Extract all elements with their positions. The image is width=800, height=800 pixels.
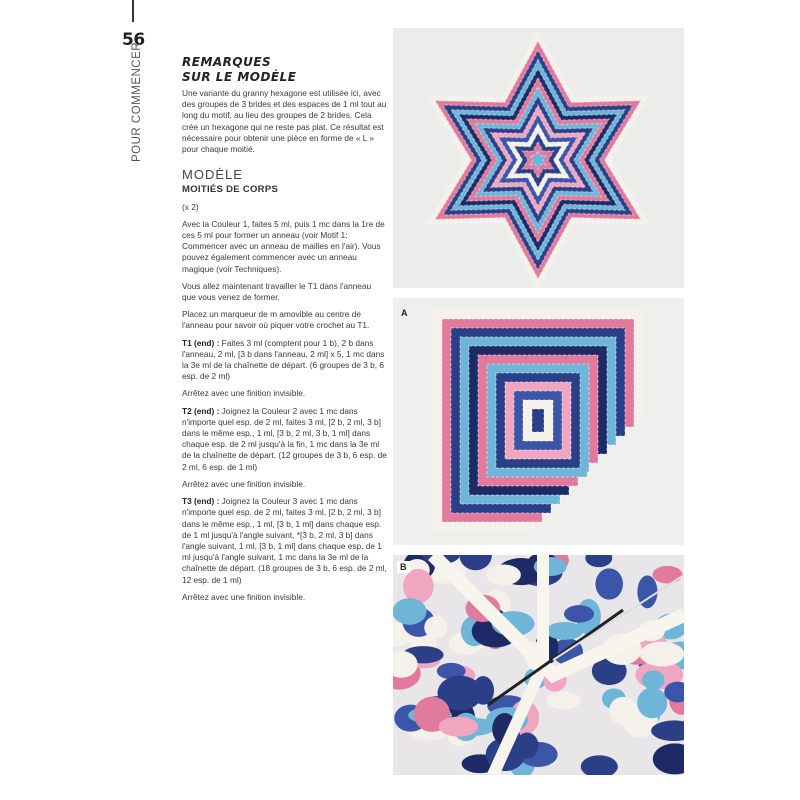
yarn-ring bbox=[581, 755, 618, 775]
l-shape-motif-image bbox=[393, 298, 684, 545]
l-shape-crochet-photo bbox=[393, 298, 684, 545]
row-finish: Arrêtez avec une finition invisible. bbox=[182, 591, 306, 602]
yarn-ring bbox=[403, 569, 434, 603]
yarn-ring bbox=[547, 691, 581, 709]
row-finish: Arrêtez avec une finition invisible. bbox=[182, 388, 306, 399]
row-text: Faites 3 ml (comptent pour 1 b), 2 b dans l'anneau, 2 ml, [3 b dans l'anneau, 2 ml] x 5, 1 mc dans la 3e ml de la chaînette de départ. (6 groupes de 3 b, 6 esp. de 2 ml) bbox=[182, 337, 385, 382]
yarn-ring bbox=[637, 687, 667, 718]
pattern-heading: MODÈLE bbox=[182, 167, 243, 183]
row-instruction bbox=[182, 338, 387, 383]
page-rule bbox=[132, 0, 134, 22]
row-text: Joignez la Couleur 3 avec 1 mc dans n'importe quel esp. de 2 ml, faites 3 ml, [2 b, 2 ml, 3 b] dans le même esp., 1 ml, [3 b, 1 ml] dans chaque esp. de 1 ml jusqu'à l'angle suivant, *[3 b, 2 ml, 3 b] dans l'angle suivant, 1 ml, [3 b, 1 ml] dans chaque esp. de 1 ml jusqu'à l'angle suivant, 1 mc dans la 3e ml de la chaînette de départ. (18 groupes de 3 b, 6 esp. de 2 ml, 12 esp. de 1 ml) bbox=[182, 496, 387, 585]
yarn-ring bbox=[424, 616, 447, 639]
yarn-ring bbox=[595, 568, 623, 599]
yarn-ring bbox=[439, 717, 478, 737]
notes-body: Une variante du granny hexagone est utilisée ici, avec des groupes de 3 brides et des espaces de 1 ml tout au long du motif, au lieu des groupes de 2 brides. Cela crée un hexagone qui ne reste pas plat. Ce résultat est nécessaire pour obtenir une pièce en forme de « L » pour chaque moitié. bbox=[182, 88, 387, 155]
yarn-ring bbox=[546, 622, 584, 640]
yarn-ring bbox=[653, 743, 684, 774]
pattern-count: (x 2) bbox=[182, 201, 199, 212]
photo-label-b: B bbox=[397, 561, 410, 573]
row-label: T3 (end) : bbox=[182, 496, 220, 507]
yarn-ring bbox=[486, 565, 521, 586]
notes-heading-line: REMARQUES bbox=[182, 55, 272, 69]
closeup-crochet-photo bbox=[393, 555, 684, 775]
row-finish: Arrêtez avec une finition invisible. bbox=[182, 478, 306, 489]
text-column bbox=[182, 55, 387, 609]
page-number: 56 bbox=[122, 30, 145, 50]
row-instruction bbox=[182, 496, 387, 586]
yarn-ring bbox=[532, 409, 544, 432]
pattern-paragraph: Placez un marqueur de m amovible au centre de l'anneau pour savoir où piquer votre crochet au T1. bbox=[182, 309, 370, 331]
notes-heading-line: SUR LE MODÈLE bbox=[182, 70, 297, 84]
pattern-paragraph: Avec la Couleur 1, faites 5 ml, puis 1 mc dans la 1re de ces 5 ml pour former un anneau (voir Motif 1: Commencer avec un anneau de mailles en l'air). Vous pouvez également commencer avec un anneau magique (voir Techniques). bbox=[182, 218, 385, 274]
row-label: T2 (end) : bbox=[182, 405, 220, 416]
yarn-ring bbox=[641, 526, 642, 527]
row-text: Joignez la Couleur 2 avec 1 mc dans n'importe quel esp. de 2 ml, faites 3 ml, [2 b, 2 ml, 3 b] dans le même esp., 1 ml, [3 b, 2 ml, 3 b, 1 ml] dans chaque esp. de 2 ml jusqu'à la fin, 1 mc dans la 3e ml de la chaînette de départ. (12 groupes de 3 b, 6 esp. de 2 ml, 6 esp. de 1 ml) bbox=[182, 405, 387, 472]
yarn-ring bbox=[585, 555, 612, 567]
row-instruction bbox=[182, 406, 387, 473]
star-motif-image bbox=[393, 28, 684, 288]
yarn-ring bbox=[393, 598, 426, 625]
yarn-ring bbox=[564, 605, 594, 623]
pattern-subheading: MOITIÉS DE CORPS bbox=[182, 184, 279, 196]
row-label: T1 (end) : bbox=[182, 337, 220, 348]
yarn-ring bbox=[653, 566, 683, 584]
yarn-ring bbox=[642, 670, 664, 689]
pattern-paragraph: Vous allez maintenant travailler le T1 dans l'anneau que vous venez de former. bbox=[182, 280, 372, 303]
yarn-ring bbox=[640, 642, 684, 667]
section-title: POUR COMMENCER bbox=[131, 41, 143, 162]
star-crochet-photo bbox=[393, 28, 684, 288]
needle-closeup-image bbox=[393, 555, 684, 775]
yarn-ring bbox=[472, 676, 494, 705]
photo-label-a: A bbox=[401, 308, 408, 318]
notes-heading bbox=[182, 55, 387, 85]
